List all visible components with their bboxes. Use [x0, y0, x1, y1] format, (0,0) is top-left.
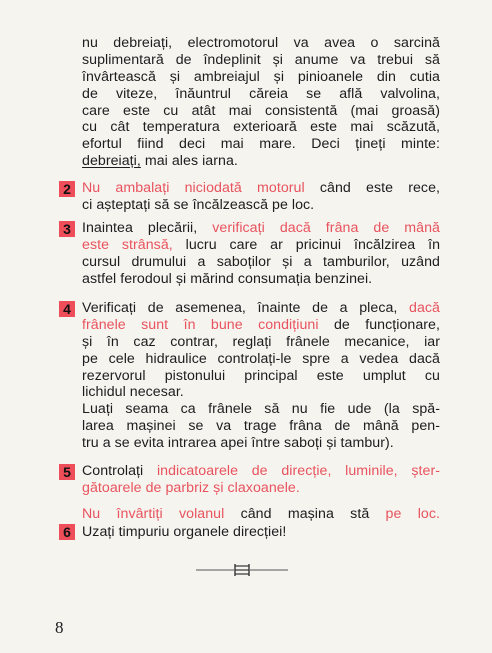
text-fragment: Inaintea plecării, [82, 220, 213, 236]
text-line: Uzați timpuriu organele direcției! [82, 523, 287, 540]
text-line: cu cât temperatura exterioară este mai scăzută, [82, 119, 440, 136]
item-number-badge: 5 [59, 464, 75, 480]
text-line: larea mașinei se va trage frâna de mână pen- [82, 418, 440, 435]
text-line: ci așteptați să se încălzească pe loc. [82, 196, 315, 213]
item-3-paragraph [82, 220, 440, 288]
item-6-paragraph [82, 506, 440, 541]
item-number-badge: 6 [59, 524, 75, 540]
text-line: tru a se evita intrarea apei între saboți și tambur). [82, 435, 394, 452]
text-line: învârtească și ambreiajul și pinioanele din cutia [82, 68, 440, 85]
text-line: și în caz contrar, reglați frânele mecanice, iar [82, 333, 440, 350]
ornamental-divider-icon [196, 563, 288, 577]
text-fragment: Controlați [82, 463, 157, 479]
text-line: nu debreiați, electromotorul va avea o sarcină [82, 35, 440, 51]
text-line [82, 506, 440, 523]
text-line [82, 463, 440, 480]
text-fragment: când este rece, [304, 180, 441, 196]
text-line: astfel ferodoul și mărind consumația benzinei. [82, 270, 373, 287]
item-4-paragraph [82, 300, 440, 452]
text-line: cursul drumului a saboților și a tamburilor, uzând [82, 253, 440, 270]
text-line: rezervorul pistonului principal este umplut cu [82, 367, 440, 384]
text-fragment: Verificați de asemenea, înainte de a pleca, [82, 300, 410, 316]
highlight-text: Nu învârtiți volanul [82, 506, 225, 522]
text-line: lichidul necesar. [82, 384, 184, 401]
highlight-text: Nu ambalați niciodată motorul [82, 180, 305, 196]
text-fragment: mai ales iarna. [140, 153, 238, 170]
highlight-text: verificați dacă frâna de mână [212, 220, 440, 236]
highlight-text: dacă [409, 300, 440, 316]
item-5-paragraph [82, 463, 440, 497]
item-number-badge: 2 [59, 181, 75, 197]
highlight-text: este strânsă, [82, 236, 173, 253]
text-line [82, 480, 440, 497]
text-line [82, 220, 440, 237]
text-line: efortul fiind deci mai mare. Deci țineți minte: [82, 136, 440, 153]
underlined-word: debreiați, [82, 153, 141, 170]
text-line [82, 153, 440, 170]
item-number-badge: 4 [59, 301, 75, 317]
text-line [82, 180, 440, 197]
text-line [82, 237, 440, 254]
item-number-badge: 3 [59, 221, 75, 237]
highlight-text: frânele sunt în bune condițiuni [82, 316, 319, 333]
text-line: de viteze, înăuntrul căreia se află valvolina, [82, 85, 440, 102]
text-fragment: când mașina stă [224, 506, 386, 522]
highlight-text: indicatoarele de direcție, luminile, șter- [156, 463, 440, 479]
page-number: 8 [55, 618, 64, 637]
text-line [82, 300, 440, 317]
item-2-paragraph [82, 180, 440, 214]
text-line: Luați seama ca frânele să nu fie ude (la spă- [82, 401, 440, 418]
text-fragment: lucru care ar pricinui încălzirea în [172, 236, 441, 253]
highlight-text: pe loc. [385, 506, 440, 522]
text-line: suplimentară de îndeplinit și anume va trebui să [82, 51, 440, 68]
text-line [82, 317, 440, 334]
text-line: care este cu atât mai consistentă (mai groasă) [82, 102, 440, 119]
text-fragment: de funcționare, [318, 316, 440, 333]
intro-paragraph [82, 35, 440, 170]
highlight-text: gătoarele de parbriz și claxoanele. [82, 479, 300, 496]
text-line: pe cele hidraulice controlați-le spre a vedea dacă [82, 350, 440, 367]
